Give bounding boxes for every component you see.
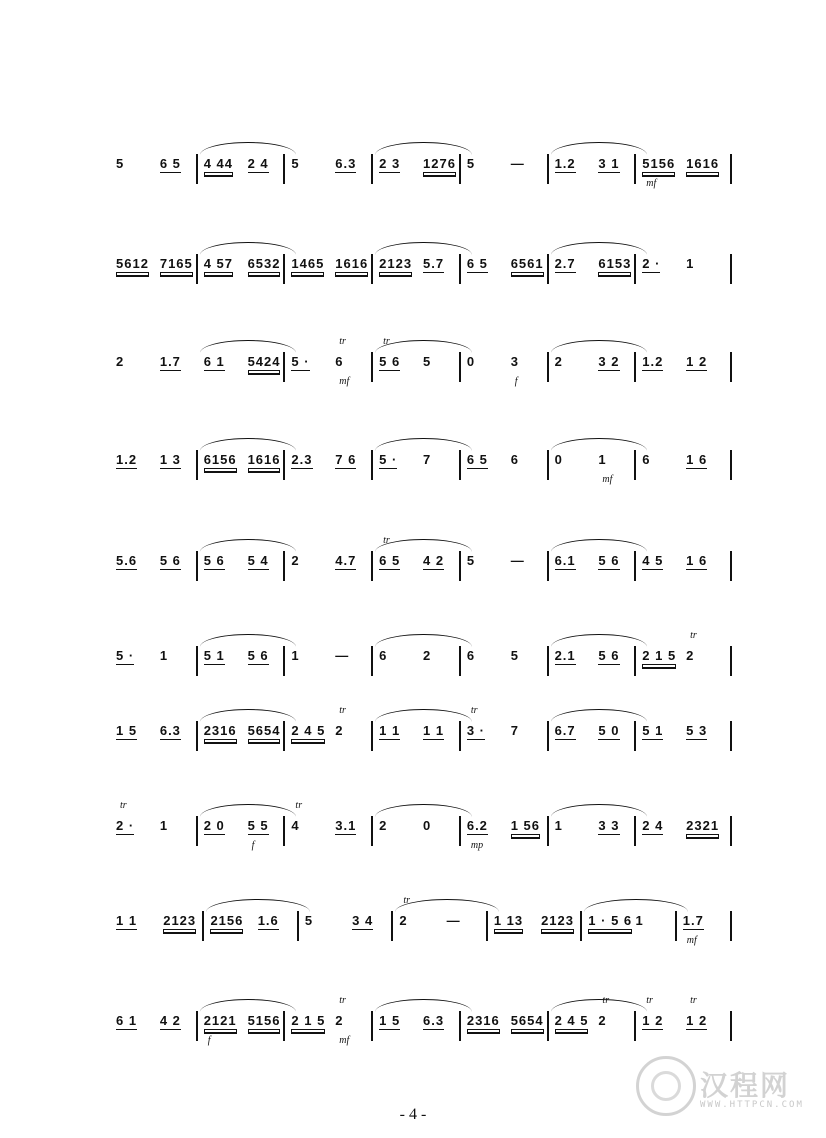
dynamic-mark: f <box>251 840 255 851</box>
note-group: 2316 <box>203 723 237 738</box>
note-group: 2 · <box>642 256 661 271</box>
note-group: 6 5 <box>466 256 488 271</box>
trill-mark: tr <box>383 535 390 546</box>
note-group: 2 <box>554 354 563 369</box>
note-group: 5156 <box>642 156 676 171</box>
barline <box>196 450 198 480</box>
note-group: 5 <box>304 913 314 928</box>
note-group: 1.2 <box>116 452 138 467</box>
note-group: 2 <box>423 648 432 663</box>
note-group: 1 1 <box>423 723 445 738</box>
slur <box>375 804 471 817</box>
note-group: 1 1 <box>116 913 138 928</box>
page-number: - 4 - <box>399 1106 427 1123</box>
slur <box>200 242 296 255</box>
note-group: 1 6 <box>686 452 708 467</box>
barline <box>730 911 732 941</box>
note-group: 1616 <box>247 452 281 467</box>
barline <box>459 254 461 284</box>
barline <box>459 646 461 676</box>
note-group: 0 <box>554 452 563 467</box>
dynamic-mark: mf <box>602 474 613 485</box>
note-group: 5 <box>116 156 125 171</box>
note-group: 5 6 <box>159 553 181 568</box>
barline <box>730 551 732 581</box>
barline <box>196 254 198 284</box>
score-line <box>0 238 826 298</box>
slur <box>200 634 296 647</box>
barline <box>634 721 636 751</box>
dynamic-mark: mp <box>470 840 484 851</box>
note-group: 3 2 <box>598 354 620 369</box>
note-group: 4 57 <box>203 256 234 271</box>
barline <box>196 721 198 751</box>
note-group: 5 <box>423 354 432 369</box>
barline <box>196 154 198 184</box>
note-group: 2 <box>335 723 344 738</box>
slur <box>200 709 296 722</box>
note-group: 7 <box>510 723 519 738</box>
slur <box>584 899 688 912</box>
watermark-url: WWW.HTTPCN.COM <box>700 1100 804 1110</box>
score-line <box>0 895 826 955</box>
note-group: 2.3 <box>291 452 313 467</box>
note-group: 1 5 <box>379 1013 401 1028</box>
note-group: 6532 <box>247 256 281 271</box>
barline <box>634 646 636 676</box>
trill-mark: tr <box>470 705 478 716</box>
barline <box>459 551 461 581</box>
note-group: 1 <box>686 256 695 271</box>
barline <box>634 816 636 846</box>
note-group: 1.6 <box>257 913 279 928</box>
barline <box>547 1011 549 1041</box>
note-group: 1276 <box>423 156 456 171</box>
barline <box>547 646 549 676</box>
note-group: 0 <box>423 818 432 833</box>
barline <box>634 352 636 382</box>
dynamic-mark: mf <box>646 178 657 189</box>
slur <box>200 539 296 552</box>
note-group: 4 5 <box>642 553 664 568</box>
note-group: 1 2 <box>686 354 708 369</box>
note-group: 5 3 <box>686 723 708 738</box>
slur <box>200 142 296 155</box>
barline <box>547 154 549 184</box>
barline <box>634 551 636 581</box>
dynamic-mark: mf <box>339 1035 350 1046</box>
phoenix-logo-icon <box>636 1056 696 1116</box>
note-group: 2 <box>686 648 695 663</box>
trill-mark: tr <box>403 895 411 906</box>
note-group: — <box>510 553 525 568</box>
note-group: 1 <box>598 452 607 467</box>
note-group: 3 <box>510 354 519 369</box>
slur <box>375 438 471 451</box>
note-group: 7 <box>423 452 432 467</box>
note-group: 6 5 <box>466 452 488 467</box>
barline <box>547 816 549 846</box>
note-group: 2 <box>399 913 408 928</box>
barline <box>459 721 461 751</box>
slur <box>395 899 499 912</box>
barline <box>730 154 732 184</box>
slur <box>200 438 296 451</box>
note-group: 1 5 <box>116 723 138 738</box>
note-group: 6.3 <box>335 156 357 171</box>
note-group: 1 <box>635 913 644 928</box>
note-group: 6561 <box>510 256 544 271</box>
note-group: 6.7 <box>554 723 576 738</box>
note-group: 3 1 <box>598 156 620 171</box>
note-group: 5 0 <box>598 723 620 738</box>
note-group: 2123 <box>163 913 197 928</box>
barline <box>634 450 636 480</box>
note-group: 1616 <box>335 256 369 271</box>
slur <box>375 999 471 1012</box>
note-group: 2.7 <box>554 256 576 271</box>
trill-mark: tr <box>646 995 653 1006</box>
slur <box>375 709 471 722</box>
note-group: 6 1 <box>116 1013 138 1028</box>
barline <box>283 154 285 184</box>
trill-mark: tr <box>339 995 346 1006</box>
note-group: 6 5 <box>159 156 181 171</box>
note-group: 4 <box>291 818 300 833</box>
slur <box>375 634 471 647</box>
trill-mark: tr <box>339 336 346 347</box>
note-group: 5 <box>466 156 476 171</box>
note-group: 3.1 <box>335 818 357 833</box>
note-group: 5.6 <box>116 553 138 568</box>
barline <box>547 450 549 480</box>
note-group: 5 6 <box>203 553 225 568</box>
barline <box>730 254 732 284</box>
note-group: 7 6 <box>335 452 357 467</box>
note-group: 6 <box>466 648 476 663</box>
barline <box>580 911 582 941</box>
slur <box>200 999 296 1012</box>
barline <box>371 254 373 284</box>
note-group: 2 4 <box>642 818 664 833</box>
note-group: 3 4 <box>352 913 374 928</box>
trill-mark: tr <box>690 995 697 1006</box>
note-group: 6 <box>642 452 651 467</box>
trill-mark: tr <box>295 800 303 811</box>
note-group: 2 0 <box>203 818 225 833</box>
barline <box>283 721 285 751</box>
note-group: 2 <box>291 553 300 568</box>
note-group: 5 1 <box>203 648 225 663</box>
note-group: 1 2 <box>686 1013 708 1028</box>
note-group: 5 6 <box>379 354 401 369</box>
barline <box>371 352 373 382</box>
dynamic-mark: f <box>514 376 518 387</box>
barline <box>371 721 373 751</box>
note-group: 2316 <box>466 1013 500 1028</box>
note-group: 1 1 <box>379 723 401 738</box>
note-group: 2 <box>598 1013 607 1028</box>
trill-mark: tr <box>339 705 346 716</box>
barline <box>634 254 636 284</box>
barline <box>283 551 285 581</box>
note-group: 2123 <box>541 913 574 928</box>
slur <box>200 804 296 817</box>
barline <box>730 721 732 751</box>
note-group: 2156 <box>210 913 244 928</box>
note-group: 2 <box>335 1013 344 1028</box>
slur <box>551 999 647 1012</box>
note-group: 5 · <box>291 354 310 369</box>
note-group: — <box>335 648 350 663</box>
note-group: 7165 <box>159 256 193 271</box>
note-group: 2 · <box>116 818 135 833</box>
barline <box>371 450 373 480</box>
note-group: 2121 <box>203 1013 237 1028</box>
note-group: 5156 <box>247 1013 281 1028</box>
note-group: 1 · 5 6 <box>588 913 633 928</box>
note-group: 5654 <box>247 723 281 738</box>
barline <box>547 254 549 284</box>
note-group: 1.7 <box>682 913 704 928</box>
slur <box>551 438 647 451</box>
trill-mark: tr <box>383 336 390 347</box>
barline <box>283 450 285 480</box>
note-group: 4 2 <box>159 1013 181 1028</box>
note-group: 2 3 <box>379 156 401 171</box>
note-group: 1 <box>554 818 563 833</box>
barline <box>730 646 732 676</box>
note-group: 1.7 <box>159 354 181 369</box>
trill-mark: tr <box>602 995 610 1006</box>
barline <box>371 154 373 184</box>
trill-mark: tr <box>690 630 697 641</box>
score-line <box>0 630 826 690</box>
note-group: 1 <box>291 648 300 663</box>
slur <box>206 899 310 912</box>
note-group: 1 56 <box>510 818 541 833</box>
barline <box>675 911 677 941</box>
score-line <box>0 705 826 765</box>
barline <box>202 911 204 941</box>
slur <box>551 340 647 353</box>
note-group: 6 1 <box>203 354 225 369</box>
note-group: 2321 <box>686 818 720 833</box>
barline <box>459 816 461 846</box>
note-group: 5 4 <box>247 553 269 568</box>
barline <box>371 816 373 846</box>
note-group: 1.2 <box>642 354 664 369</box>
barline <box>297 911 299 941</box>
barline <box>634 1011 636 1041</box>
note-group: 1.2 <box>554 156 576 171</box>
note-group: 5654 <box>510 1013 544 1028</box>
barline <box>459 154 461 184</box>
barline <box>486 911 488 941</box>
score-line <box>0 995 826 1055</box>
note-group: 2 4 5 <box>554 1013 589 1028</box>
barline <box>283 646 285 676</box>
trill-mark: tr <box>120 800 127 811</box>
barline <box>283 254 285 284</box>
barline <box>371 551 373 581</box>
barline <box>283 1011 285 1041</box>
slur <box>375 242 471 255</box>
barline <box>283 816 285 846</box>
note-group: 6.3 <box>423 1013 445 1028</box>
barline <box>547 721 549 751</box>
note-group: — <box>446 913 461 928</box>
score-line <box>0 535 826 595</box>
note-group: 1 <box>159 818 169 833</box>
note-group: 6.3 <box>159 723 181 738</box>
note-group: 5612 <box>116 256 149 271</box>
note-group: 4 44 <box>203 156 234 171</box>
barline <box>459 352 461 382</box>
note-group: 4.7 <box>335 553 357 568</box>
note-group: 5 5 <box>247 818 269 833</box>
score-line <box>0 336 826 396</box>
note-group: 2 1 5 <box>291 1013 326 1028</box>
score-line <box>0 138 826 198</box>
note-group: 2 4 <box>247 156 269 171</box>
note-group: 5 6 <box>247 648 269 663</box>
note-group: 5 · <box>379 452 398 467</box>
note-group: 2.1 <box>554 648 576 663</box>
note-group: 6.1 <box>554 553 576 568</box>
barline <box>459 1011 461 1041</box>
barline <box>283 352 285 382</box>
slur <box>551 804 647 817</box>
slur <box>551 142 647 155</box>
note-group: 5 1 <box>642 723 664 738</box>
note-group: 6156 <box>203 452 237 467</box>
note-group: 5 6 <box>598 553 620 568</box>
note-group: 6153 <box>598 256 632 271</box>
note-group: 6 <box>335 354 344 369</box>
score-line <box>0 800 826 860</box>
barline <box>634 154 636 184</box>
note-group: 1 2 <box>642 1013 664 1028</box>
slur <box>375 142 471 155</box>
note-group: 3 3 <box>598 818 620 833</box>
note-group: — <box>510 156 525 171</box>
note-group: 1 <box>159 648 169 663</box>
note-group: 5 <box>466 553 476 568</box>
note-group: 5424 <box>247 354 281 369</box>
note-group: 2123 <box>379 256 413 271</box>
barline <box>371 1011 373 1041</box>
note-group: 1 3 <box>159 452 181 467</box>
note-group: 1616 <box>686 156 720 171</box>
slur <box>551 242 647 255</box>
barline <box>547 551 549 581</box>
note-group: 5 6 <box>598 648 620 663</box>
dynamic-mark: mf <box>339 376 350 387</box>
note-group: 3 · <box>466 723 486 738</box>
barline <box>196 551 198 581</box>
note-group: 6 <box>379 648 388 663</box>
note-group: 6.2 <box>466 818 488 833</box>
note-group: 1 6 <box>686 553 708 568</box>
slur <box>200 340 296 353</box>
note-group: 2 <box>379 818 388 833</box>
dynamic-mark: f <box>207 1035 211 1046</box>
slur <box>551 539 647 552</box>
score-line <box>0 434 826 494</box>
note-group: 6 <box>510 452 519 467</box>
barline <box>547 352 549 382</box>
note-group: 5 <box>291 156 300 171</box>
note-group: 5 <box>510 648 519 663</box>
note-group: 6 5 <box>379 553 401 568</box>
note-group: 2 4 5 <box>291 723 326 738</box>
note-group: 5.7 <box>423 256 445 271</box>
barline <box>196 646 198 676</box>
barline <box>371 646 373 676</box>
note-group: 2 1 5 <box>642 648 677 663</box>
dynamic-mark: mf <box>686 935 697 946</box>
barline <box>730 352 732 382</box>
note-group: 2 <box>116 354 125 369</box>
barline <box>459 450 461 480</box>
note-group: 1 13 <box>493 913 524 928</box>
barline <box>391 911 393 941</box>
slur <box>551 709 647 722</box>
barline <box>196 816 198 846</box>
watermark-text: 汉程网 <box>700 1069 791 1102</box>
note-group: 4 2 <box>423 553 445 568</box>
barline <box>730 1011 732 1041</box>
barline <box>730 816 732 846</box>
note-group: 1465 <box>291 256 325 271</box>
note-group: 5 · <box>116 648 135 663</box>
barline <box>730 450 732 480</box>
slur <box>551 634 647 647</box>
note-group: 0 <box>466 354 476 369</box>
barline <box>196 1011 198 1041</box>
